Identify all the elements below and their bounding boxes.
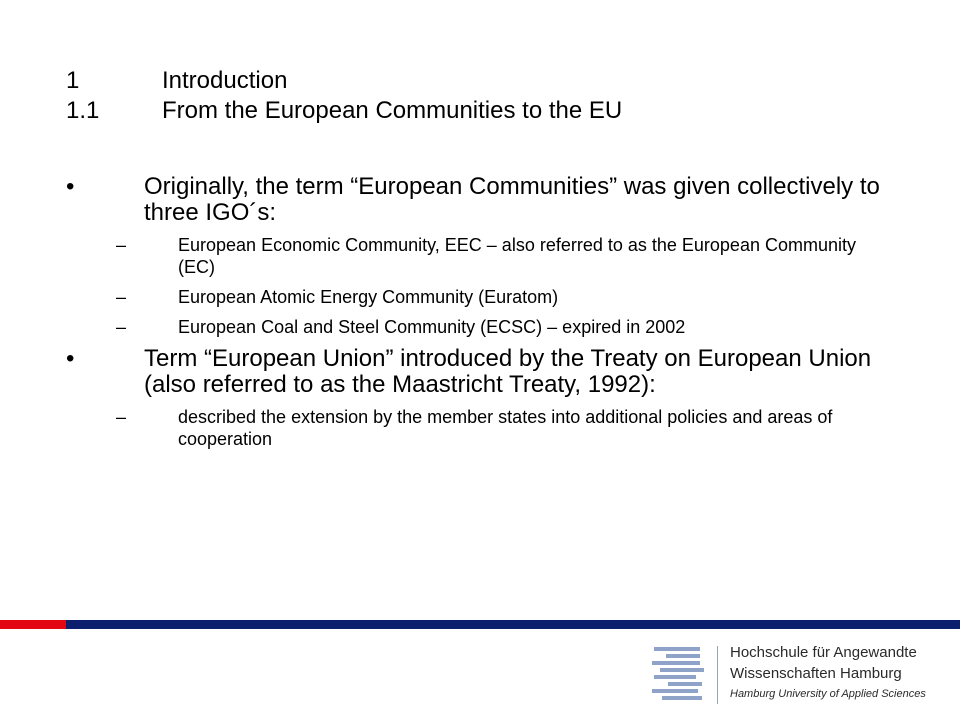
chapter-title: Introduction <box>162 67 288 94</box>
footer-accent-bar-red <box>0 620 66 629</box>
section-heading <box>66 96 926 126</box>
section-title: From the European Communities to the EU <box>162 97 623 124</box>
bullet-marker: • <box>66 345 75 372</box>
haw-stripes-icon <box>650 644 712 706</box>
dash-marker: – <box>116 287 127 307</box>
sub-bullet-text: European Atomic Energy Community (Euratom) <box>178 287 559 307</box>
chapter-heading <box>66 66 926 96</box>
logo-divider <box>717 646 718 704</box>
chapter-number: 1 <box>66 67 80 94</box>
sub-bullet-item <box>60 234 890 278</box>
dash-marker: – <box>116 235 127 255</box>
bullet-text: Term “European Union” introduced by the Treaty on European Union (also referred to as the Maastricht Treaty, 1992): <box>144 345 872 398</box>
slide-title <box>66 66 926 126</box>
logo-line-1: Hochschule für Angewandte <box>730 644 917 661</box>
logo-wordmark <box>730 642 950 704</box>
slide-content <box>60 174 890 458</box>
sub-bullet-text: described the extension by the member states into additional policies and areas of cooperation <box>178 407 833 449</box>
bullet-item <box>60 346 890 398</box>
bullet-text: Originally, the term “European Communities” was given collectively to three IGO´s: <box>144 173 880 226</box>
sub-bullet-item <box>60 406 890 450</box>
footer-accent-bar-blue <box>66 620 960 629</box>
dash-marker: – <box>116 317 127 337</box>
sub-bullet-item <box>60 286 890 308</box>
logo-line-2: Wissenschaften Hamburg <box>730 665 902 682</box>
dash-marker: – <box>116 407 127 427</box>
university-logo <box>650 640 950 710</box>
bullet-marker: • <box>66 173 75 200</box>
section-number: 1.1 <box>66 97 100 124</box>
logo-line-3: Hamburg University of Applied Sciences <box>730 688 926 700</box>
sub-bullet-item <box>60 316 890 338</box>
bullet-item <box>60 174 890 226</box>
sub-bullet-text: European Economic Community, EEC – also referred to as the European Community (EC) <box>178 235 856 277</box>
sub-bullet-text: European Coal and Steel Community (ECSC) – expired in 2002 <box>178 317 686 337</box>
